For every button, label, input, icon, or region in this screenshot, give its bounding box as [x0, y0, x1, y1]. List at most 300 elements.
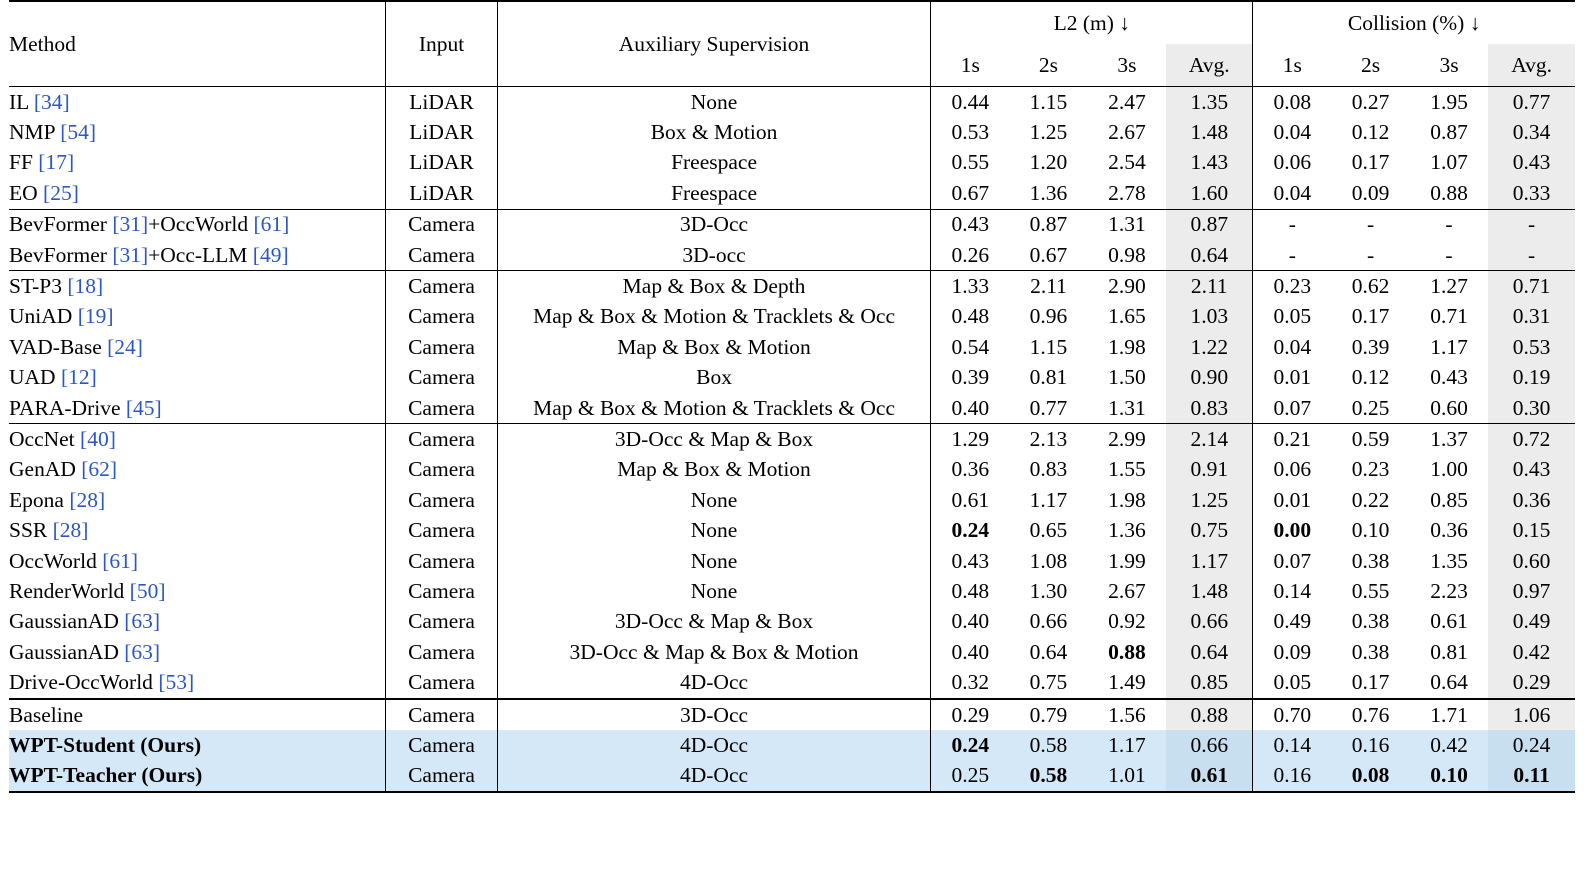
citation-ref[interactable]: [61] — [253, 212, 290, 237]
cell-metric: 0.29 — [1488, 667, 1575, 698]
cell-metric: 0.75 — [1166, 515, 1253, 545]
cell-metric: 0.81 — [1029, 365, 1068, 390]
method-name: WPT-Student (Ours) — [9, 732, 202, 757]
cell-metric: 1.17 — [1088, 730, 1166, 760]
cell-metric: 0.04 — [1273, 120, 1312, 145]
method-name: PARA-Drive — [9, 395, 121, 420]
cell-metric: 0.92 — [1108, 609, 1146, 634]
cell-input: Camera — [386, 699, 497, 730]
citation-ref[interactable]: [25] — [43, 180, 79, 205]
cell-metric: 0.40 — [951, 639, 990, 664]
cell-metric: 0.01 — [1273, 365, 1312, 390]
cell-auxiliary-supervision: Map & Box & Motion & Tracklets & Occ — [497, 393, 931, 424]
table-row — [9, 240, 1575, 271]
cell-metric: 0.79 — [1009, 699, 1087, 730]
cell-metric: 1.00 — [1430, 457, 1468, 482]
table-row — [9, 576, 1575, 606]
cell-metric: 0.36 — [1488, 485, 1575, 515]
cell-metric: 0.67 — [1029, 242, 1068, 267]
cell-input: LiDAR — [386, 178, 497, 209]
cell-metric: 0.66 — [1029, 609, 1068, 634]
cell-metric: 1.22 — [1166, 332, 1253, 362]
cell-metric: 0.72 — [1488, 424, 1575, 455]
cell-metric: 0.23 — [1351, 457, 1390, 482]
header-auxiliary-supervision: Auxiliary Supervision — [497, 1, 931, 87]
method-name: OccWorld — [9, 548, 97, 573]
cell-metric: 0.53 — [951, 120, 990, 145]
cell-auxiliary-supervision: Map & Box & Motion & Tracklets & Occ — [497, 302, 931, 332]
cell-metric: 0.91 — [1166, 455, 1253, 485]
cell-metric: 2.90 — [1088, 271, 1166, 302]
cell-metric: 0.43 — [931, 209, 1009, 240]
cell-metric: 0.60 — [1430, 395, 1468, 420]
cell-auxiliary-supervision: 4D-Occ — [497, 730, 931, 760]
cell-input: Camera — [386, 393, 497, 424]
header-sub-collision-1s: 1s — [1282, 52, 1302, 77]
cell-input: Camera — [386, 637, 497, 667]
method-name-tail: +Occ-LLM — [148, 242, 248, 267]
cell-metric: 0.66 — [1166, 730, 1253, 760]
citation-ref[interactable]: [45] — [125, 395, 162, 420]
cell-metric: 0.24 — [951, 518, 990, 543]
cell-metric: 0.87 — [1009, 209, 1087, 240]
cell-metric: 0.64 — [1430, 670, 1468, 695]
cell-method — [9, 576, 386, 606]
table-row — [9, 546, 1575, 576]
table-row — [9, 424, 1575, 455]
cell-metric: 1.31 — [1088, 209, 1166, 240]
table-row — [9, 515, 1575, 545]
cell-metric: 0.64 — [1166, 637, 1253, 667]
cell-metric: 0.55 — [1351, 578, 1390, 603]
table-row — [9, 271, 1575, 302]
cell-auxiliary-supervision: None — [497, 576, 931, 606]
citation-ref[interactable]: [18] — [67, 274, 104, 299]
cell-metric: 0.05 — [1273, 304, 1312, 329]
method-name: FF — [9, 150, 33, 175]
cell-metric: 0.43 — [1430, 365, 1468, 390]
cell-metric: 1.36 — [1029, 180, 1068, 205]
cell-input: Camera — [386, 546, 497, 576]
cell-metric: 0.25 — [931, 761, 1009, 792]
cell-input: Camera — [386, 209, 497, 240]
cell-metric: 0.81 — [1430, 639, 1468, 664]
cell-method — [9, 271, 386, 302]
method-name: SSR — [9, 518, 48, 543]
cell-input: Camera — [386, 271, 497, 302]
cell-metric: 0.43 — [1488, 455, 1575, 485]
cell-metric: 0.44 — [931, 87, 1009, 118]
cell-metric: 1.60 — [1166, 178, 1253, 209]
cell-metric: 0.43 — [951, 548, 990, 573]
cell-metric: 1.95 — [1410, 87, 1488, 118]
citation-ref[interactable]: [62] — [81, 457, 118, 482]
cell-metric: 1.98 — [1108, 334, 1146, 359]
cell-metric: 2.23 — [1430, 578, 1468, 603]
cell-metric: 1.17 — [1166, 546, 1253, 576]
cell-method — [9, 363, 386, 393]
cell-metric: 1.29 — [931, 424, 1009, 455]
cell-method — [9, 148, 386, 178]
method-name: IL — [9, 89, 29, 114]
cell-metric: 0.64 — [1166, 240, 1253, 271]
cell-metric: - — [1410, 209, 1488, 240]
cell-metric: 0.19 — [1488, 363, 1575, 393]
table-row — [9, 730, 1575, 760]
cell-metric: 0.04 — [1273, 334, 1312, 359]
cell-metric: 0.15 — [1488, 515, 1575, 545]
cell-method — [9, 667, 386, 698]
citation-ref[interactable]: [61] — [102, 548, 139, 573]
cell-metric: 0.01 — [1273, 487, 1312, 512]
cell-metric: 0.58 — [1009, 730, 1087, 760]
cell-metric: 0.62 — [1331, 271, 1409, 302]
cell-input: Camera — [386, 424, 497, 455]
cell-metric: 0.77 — [1488, 87, 1575, 118]
method-name: OccNet — [9, 426, 75, 451]
citation-ref[interactable]: [28] — [69, 487, 106, 512]
table-row — [9, 178, 1575, 209]
table-row — [9, 363, 1575, 393]
cell-metric: 0.09 — [1351, 180, 1390, 205]
cell-method — [9, 699, 386, 730]
cell-input: LiDAR — [386, 117, 497, 147]
cell-metric: 1.55 — [1108, 457, 1146, 482]
citation-ref[interactable]: [24] — [107, 334, 143, 359]
cell-auxiliary-supervision: 4D-Occ — [497, 761, 931, 792]
cell-auxiliary-supervision: Box & Motion — [497, 117, 931, 147]
cell-method — [9, 209, 386, 240]
cell-input: Camera — [386, 363, 497, 393]
cell-metric: 0.66 — [1166, 607, 1253, 637]
table-row — [9, 485, 1575, 515]
method-name: GenAD — [9, 457, 76, 482]
cell-method — [9, 332, 386, 362]
cell-metric: 0.96 — [1029, 304, 1068, 329]
cell-metric: 2.11 — [1009, 271, 1087, 302]
cell-metric: 0.88 — [1430, 180, 1468, 205]
cell-method — [9, 117, 386, 147]
cell-auxiliary-supervision: Map & Box & Depth — [497, 271, 931, 302]
cell-input: LiDAR — [386, 148, 497, 178]
citation-ref[interactable]: [63] — [124, 609, 161, 634]
header-sub-l2-2s: 2s — [1038, 52, 1059, 77]
table-row — [9, 332, 1575, 362]
citation-ref[interactable]: [54] — [60, 120, 97, 145]
cell-metric: 0.07 — [1273, 395, 1312, 420]
cell-input: Camera — [386, 302, 497, 332]
cell-metric: 0.42 — [1410, 730, 1488, 760]
cell-input: Camera — [386, 485, 497, 515]
cell-method — [9, 178, 386, 209]
cell-metric: 0.55 — [951, 150, 990, 175]
cell-metric: 0.34 — [1488, 117, 1575, 147]
table-row — [9, 637, 1575, 667]
cell-metric: 0.39 — [951, 365, 990, 390]
cell-metric: 0.71 — [1488, 271, 1575, 302]
cell-metric: 0.32 — [951, 670, 990, 695]
cell-metric: 1.37 — [1410, 424, 1488, 455]
cell-metric: 0.58 — [1009, 761, 1087, 792]
method-name: UniAD — [9, 304, 73, 329]
cell-metric: 1.36 — [1108, 518, 1146, 543]
cell-input: Camera — [386, 607, 497, 637]
table-row — [9, 393, 1575, 424]
cell-metric: 0.17 — [1351, 304, 1390, 329]
cell-metric: 0.65 — [1029, 518, 1068, 543]
cell-metric: 0.27 — [1331, 87, 1409, 118]
cell-metric: 0.88 — [1166, 699, 1253, 730]
cell-metric: 0.36 — [951, 457, 990, 482]
cell-auxiliary-supervision: 3D-Occ — [497, 209, 931, 240]
cell-metric: 1.17 — [1430, 334, 1468, 359]
citation-ref[interactable]: [49] — [252, 242, 289, 267]
cell-metric: 0.05 — [1273, 670, 1312, 695]
table-row — [9, 607, 1575, 637]
cell-metric: 0.31 — [1488, 302, 1575, 332]
cell-metric: 0.49 — [1273, 609, 1312, 634]
cell-metric: 1.15 — [1029, 334, 1068, 359]
cell-auxiliary-supervision: 3D-Occ — [497, 699, 931, 730]
table-row — [9, 699, 1575, 730]
cell-metric: 1.71 — [1410, 699, 1488, 730]
method-name: EO — [9, 180, 38, 205]
header-sub-l2-1s: 1s — [960, 52, 980, 77]
cell-metric: 2.67 — [1108, 120, 1146, 145]
citation-ref[interactable]: [34] — [33, 89, 70, 114]
header-sub-collision-2s: 2s — [1360, 52, 1381, 77]
cell-metric: 1.06 — [1488, 699, 1575, 730]
cell-metric: - — [1253, 209, 1331, 240]
cell-metric: 0.48 — [951, 578, 990, 603]
citation-ref[interactable]: [31] — [112, 212, 149, 237]
citation-ref[interactable]: [31] — [112, 242, 149, 267]
cell-metric: 0.17 — [1351, 150, 1390, 175]
cell-metric: 1.99 — [1108, 548, 1146, 573]
cell-metric: 0.85 — [1430, 487, 1468, 512]
table-header-row-1 — [9, 1, 1575, 44]
cell-input: Camera — [386, 240, 497, 271]
cell-metric: 0.98 — [1108, 242, 1146, 267]
cell-input: Camera — [386, 455, 497, 485]
cell-metric: - — [1488, 209, 1575, 240]
cell-auxiliary-supervision: None — [497, 546, 931, 576]
cell-metric: 0.54 — [951, 334, 990, 359]
method-name: Baseline — [9, 702, 84, 727]
cell-metric: 0.64 — [1029, 639, 1068, 664]
cell-auxiliary-supervision: 4D-Occ — [497, 667, 931, 698]
cell-metric: 2.99 — [1088, 424, 1166, 455]
cell-metric: 1.25 — [1166, 485, 1253, 515]
cell-input: Camera — [386, 576, 497, 606]
cell-auxiliary-supervision: None — [497, 485, 931, 515]
cell-metric: 1.33 — [931, 271, 1009, 302]
cell-method — [9, 240, 386, 271]
cell-metric: 0.40 — [951, 395, 990, 420]
cell-metric: 0.38 — [1351, 639, 1390, 664]
cell-metric: 0.42 — [1488, 637, 1575, 667]
cell-metric: 0.04 — [1273, 180, 1312, 205]
cell-metric: 1.01 — [1088, 761, 1166, 792]
cell-metric: 0.61 — [1430, 609, 1468, 634]
method-name: WPT-Teacher (Ours) — [9, 763, 203, 788]
cell-metric: 0.11 — [1488, 761, 1575, 792]
cell-metric: 1.27 — [1410, 271, 1488, 302]
cell-metric: 0.24 — [1488, 730, 1575, 760]
cell-metric: 0.30 — [1488, 393, 1575, 424]
cell-metric: 1.65 — [1108, 304, 1146, 329]
cell-auxiliary-supervision: Freespace — [497, 178, 931, 209]
cell-metric: 1.49 — [1108, 670, 1146, 695]
cell-auxiliary-supervision: 3D-Occ & Map & Box — [497, 607, 931, 637]
table-row — [9, 148, 1575, 178]
cell-metric: 0.00 — [1273, 518, 1312, 543]
cell-metric: 0.29 — [931, 699, 1009, 730]
cell-metric: 2.13 — [1009, 424, 1087, 455]
method-name: GaussianAD — [9, 609, 119, 634]
cell-metric: 1.98 — [1108, 487, 1146, 512]
cell-metric: 1.17 — [1029, 487, 1068, 512]
cell-metric: 0.67 — [951, 180, 990, 205]
cell-metric: 0.75 — [1029, 670, 1068, 695]
cell-metric: 0.26 — [951, 242, 990, 267]
results-table — [9, 0, 1575, 793]
cell-input: Camera — [386, 761, 497, 792]
cell-metric: 1.07 — [1430, 150, 1468, 175]
citation-ref[interactable]: [63] — [124, 639, 161, 664]
cell-method — [9, 546, 386, 576]
cell-metric: 2.47 — [1088, 87, 1166, 118]
cell-metric: - — [1288, 242, 1296, 267]
cell-metric: 0.23 — [1253, 271, 1331, 302]
cell-metric: 0.39 — [1351, 334, 1390, 359]
cell-metric: 0.07 — [1273, 548, 1312, 573]
cell-metric: 1.30 — [1029, 578, 1068, 603]
citation-ref[interactable]: [53] — [158, 670, 195, 695]
cell-metric: 0.87 — [1166, 209, 1253, 240]
cell-auxiliary-supervision: 3D-Occ & Map & Box & Motion — [497, 637, 931, 667]
cell-metric: 1.25 — [1029, 120, 1068, 145]
cell-metric: 0.09 — [1273, 639, 1312, 664]
table-body — [9, 1, 1575, 793]
cell-input: Camera — [386, 332, 497, 362]
method-name-tail: +OccWorld — [148, 212, 249, 237]
header-sub-collision-avg: Avg. — [1488, 44, 1575, 87]
table-row — [9, 761, 1575, 792]
cell-method — [9, 637, 386, 667]
citation-ref[interactable]: [17] — [38, 150, 75, 175]
cell-metric: 0.16 — [1331, 730, 1409, 760]
cell-metric: 1.56 — [1088, 699, 1166, 730]
cell-metric: 0.10 — [1351, 518, 1390, 543]
cell-metric: 2.11 — [1166, 271, 1253, 302]
header-input: Input — [386, 1, 497, 87]
cell-method — [9, 730, 386, 760]
cell-metric: 0.08 — [1331, 761, 1409, 792]
citation-ref[interactable]: [28] — [52, 518, 89, 543]
cell-metric: 0.85 — [1166, 667, 1253, 698]
citation-ref[interactable]: [19] — [77, 304, 114, 329]
cell-metric: - — [1331, 209, 1409, 240]
cell-metric: 0.17 — [1351, 670, 1390, 695]
cell-metric: 1.20 — [1029, 150, 1068, 175]
cell-metric: 2.78 — [1108, 180, 1146, 205]
cell-metric: 1.48 — [1166, 117, 1253, 147]
cell-metric: 0.71 — [1430, 304, 1468, 329]
cell-method — [9, 515, 386, 545]
cell-auxiliary-supervision: 3D-occ — [497, 240, 931, 271]
method-name: ST-P3 — [9, 274, 62, 299]
cell-auxiliary-supervision: Box — [497, 363, 931, 393]
table-row — [9, 117, 1575, 147]
cell-method — [9, 424, 386, 455]
cell-auxiliary-supervision: None — [497, 87, 931, 118]
cell-metric: 0.38 — [1351, 609, 1390, 634]
citation-ref[interactable]: [12] — [60, 365, 97, 390]
cell-method — [9, 393, 386, 424]
cell-metric: 0.60 — [1488, 546, 1575, 576]
cell-auxiliary-supervision: Map & Box & Motion — [497, 455, 931, 485]
cell-metric: 0.24 — [931, 730, 1009, 760]
cell-metric: - — [1488, 240, 1575, 271]
cell-metric: 1.03 — [1166, 302, 1253, 332]
cell-metric: 0.12 — [1351, 365, 1390, 390]
cell-metric: 0.70 — [1253, 699, 1331, 730]
cell-input: Camera — [386, 667, 497, 698]
table-bottom-rule — [9, 792, 1575, 793]
cell-metric: 0.06 — [1273, 150, 1312, 175]
cell-metric: 0.14 — [1253, 730, 1331, 760]
cell-metric: 2.54 — [1108, 150, 1146, 175]
cell-metric: 0.33 — [1488, 178, 1575, 209]
cell-metric: 1.35 — [1166, 87, 1253, 118]
citation-ref[interactable]: [40] — [80, 426, 116, 451]
method-name: UAD — [9, 365, 56, 390]
citation-ref[interactable]: [50] — [129, 578, 166, 603]
cell-metric: 0.12 — [1351, 120, 1390, 145]
cell-method — [9, 761, 386, 792]
cell-metric: 1.43 — [1166, 148, 1253, 178]
cell-metric: 1.31 — [1108, 395, 1146, 420]
cell-metric: 0.06 — [1273, 457, 1312, 482]
method-name: VAD-Base — [9, 334, 102, 359]
cell-metric: 0.36 — [1430, 518, 1468, 543]
cell-metric: 0.53 — [1488, 332, 1575, 362]
cell-method — [9, 455, 386, 485]
table-row — [9, 302, 1575, 332]
cell-metric: 0.59 — [1331, 424, 1409, 455]
cell-auxiliary-supervision: 3D-Occ & Map & Box — [497, 424, 931, 455]
cell-method — [9, 87, 386, 118]
cell-metric: 1.08 — [1029, 548, 1068, 573]
cell-metric: 0.14 — [1273, 578, 1312, 603]
method-name: NMP — [9, 120, 55, 145]
cell-metric: 1.35 — [1430, 548, 1468, 573]
cell-metric: 2.67 — [1108, 578, 1146, 603]
cell-input: LiDAR — [386, 87, 497, 118]
cell-metric: 1.50 — [1108, 365, 1146, 390]
cell-metric: 0.83 — [1029, 457, 1068, 482]
cell-metric: 0.83 — [1166, 393, 1253, 424]
method-name: Epona — [9, 487, 64, 512]
cell-auxiliary-supervision: Freespace — [497, 148, 931, 178]
cell-metric: 0.61 — [1166, 761, 1253, 792]
cell-metric: 0.25 — [1351, 395, 1390, 420]
cell-metric: - — [1445, 242, 1453, 267]
cell-metric: 0.49 — [1488, 607, 1575, 637]
cell-metric: 0.21 — [1253, 424, 1331, 455]
cell-metric: 0.08 — [1253, 87, 1331, 118]
